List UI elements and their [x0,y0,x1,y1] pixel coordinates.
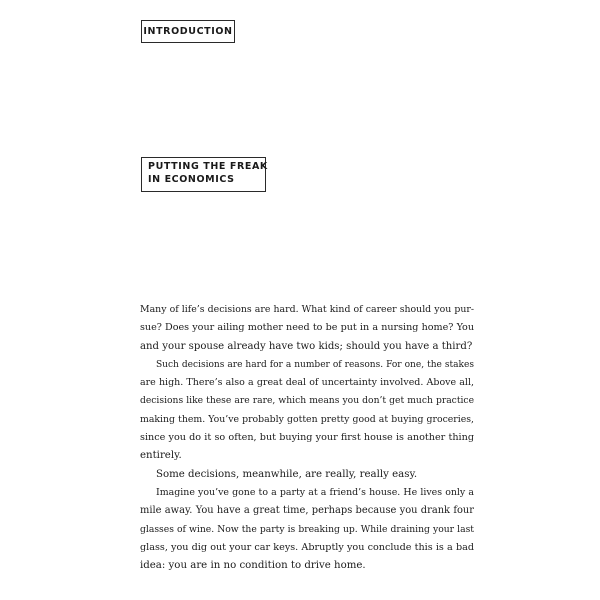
text-line: entirely. [140,450,182,462]
text-line: Many of life’s decisions are hard. What kind of career should you pur- [140,304,474,315]
chapter-label: INTRODUCTION [141,20,235,43]
text-line: and your spouse already have two kids; should you have a third? [140,340,473,352]
chapter-title [141,157,266,192]
text-line: Such decisions are hard for a number of reasons. For one, the stakes [156,359,474,370]
paragraph [140,466,474,484]
paragraph [140,356,474,466]
text-line: since you do it so often, but buying your first house is another thing [140,432,474,444]
body-text [140,301,474,575]
text-line: mile away. You have a great time, perhaps because you drank four [140,505,474,517]
text-line: are high. There’s also a great deal of uncertainty involved. Above all, [140,377,474,389]
text-line: sue? Does your ailing mother need to be put in a nursing home? You [140,322,474,334]
chapter-title-line: PUTTING THE FREAK [148,161,268,172]
text-line: glasses of wine. Now the party is breaking up. While draining your last [140,523,474,535]
text-line: Some decisions, meanwhile, are really, really easy. [156,468,418,480]
text-line: glass, you dig out your car keys. Abruptly you conclude this is a bad [140,541,474,553]
chapter-title-line: IN ECONOMICS [148,173,235,185]
text-line: decisions like these are rare, which means you don’t get much practice [140,395,474,407]
text-line: Imagine you’ve gone to a party at a friend’s house. He lives only a [156,486,474,498]
text-line: making them. You’ve probably gotten pretty good at buying groceries, [140,413,474,425]
paragraph [140,484,474,575]
paragraph [140,301,474,356]
text-line: idea: you are in no condition to drive home. [140,560,366,572]
